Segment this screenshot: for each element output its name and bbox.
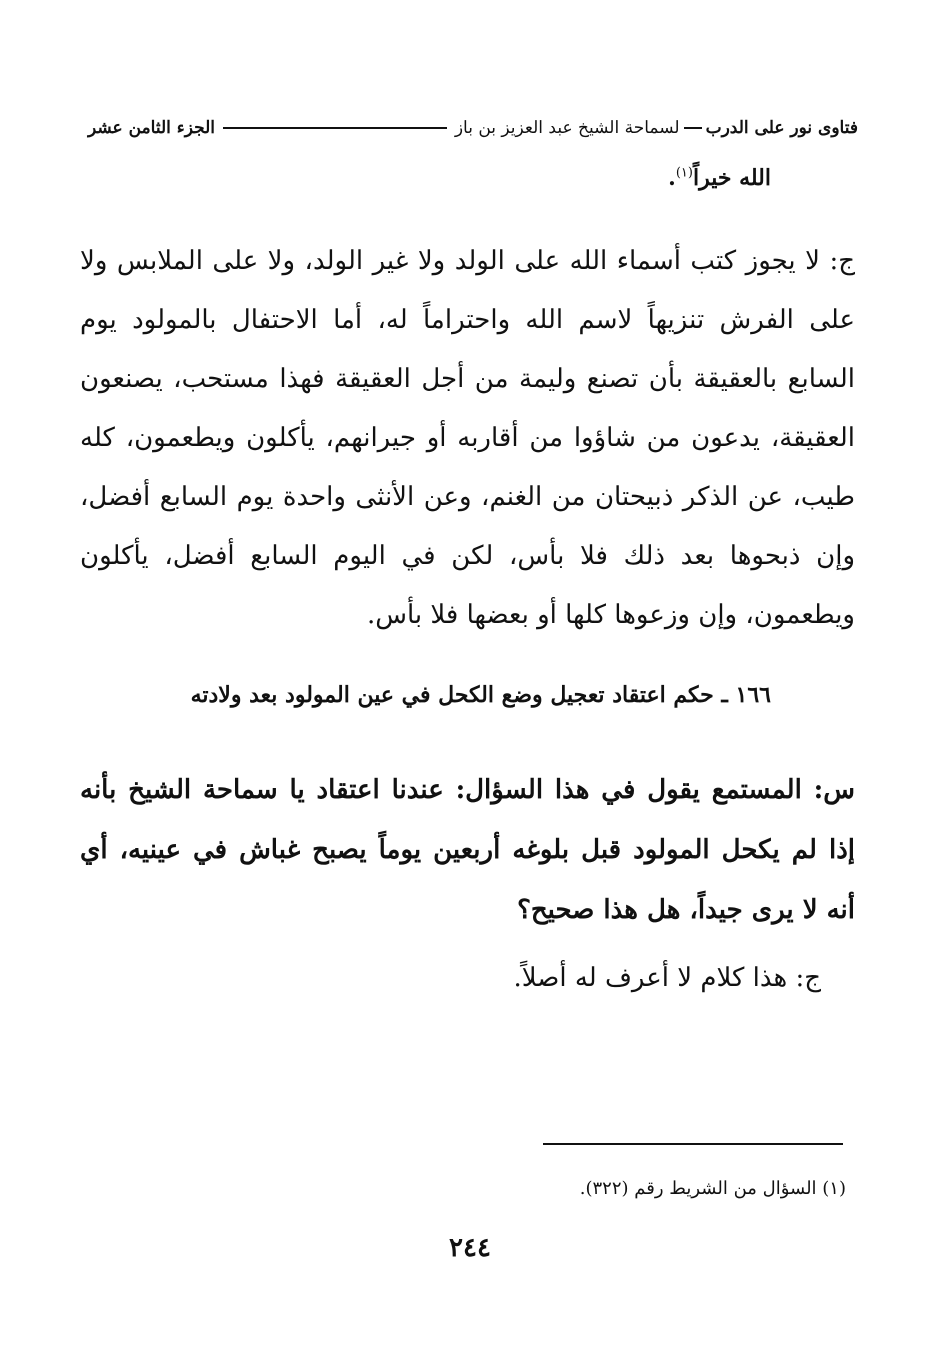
short-answer: ج: هذا كلام لا أعرف له أصلاً. xyxy=(513,963,821,993)
question-text: س: المستمع يقول في هذا السؤال: عندنا اعتقاد يا سماحة الشيخ بأنه إذا لم يكحل المولود قبل بلوغه أربعين يوماً يصبح غباش في عينيه، أي أنه لا يرى جيداً، هل هذا صحيح؟ xyxy=(80,775,855,925)
continuation-line xyxy=(171,165,771,191)
header-rule xyxy=(223,127,447,129)
section-heading: ١٦٦ ـ حكم اعتقاد تعجيل وضع الكحل في عين المولود بعد ولادته xyxy=(190,682,771,708)
header-author: لسماحة الشيخ عبد العزيز بن باز xyxy=(454,118,680,138)
page-number: ٢٤٤ xyxy=(449,1233,491,1263)
header-dash xyxy=(684,127,702,129)
header-book-title: فتاوى نور على الدرب xyxy=(705,118,858,138)
continuation-end: . xyxy=(668,165,676,191)
footnote-divider xyxy=(543,1143,843,1145)
running-header xyxy=(88,108,858,148)
footnote-reference: (١) xyxy=(675,165,693,181)
answer-text: ج: لا يجوز كتب أسماء الله على الولد ولا غير الولد، ولا على الملابس ولا على الفرش تنزيهاً لاسم الله واحتراماً له، أما الاحتفال بالمولود يوم السابع بالعقيقة بأن تصنع وليمة من أجل العقيقة فهذا مستحب، يصنعون العقيقة، يدعون من شاؤوا من أقاربه أو جيرانهم، يأكلون ويطعمون، كله طيب، عن الذكر ذبيحتان من الغنم، وعن الأنثى واحدة يوم السابع أفضل، وإن ذبحوها بعد ذلك فلا بأس، لكن في اليوم السابع أفضل، يأكلون ويطعمون، وإن وزعوها كلها أو بعضها فلا بأس. xyxy=(80,246,855,630)
continuation-text: الله خيراً xyxy=(692,165,771,191)
question-paragraph xyxy=(80,760,855,940)
footnote: (١) السؤال من الشريط رقم (٣٢٢). xyxy=(579,1178,846,1199)
header-part: الجزء الثامن عشر xyxy=(88,118,216,138)
answer-paragraph xyxy=(80,232,855,645)
